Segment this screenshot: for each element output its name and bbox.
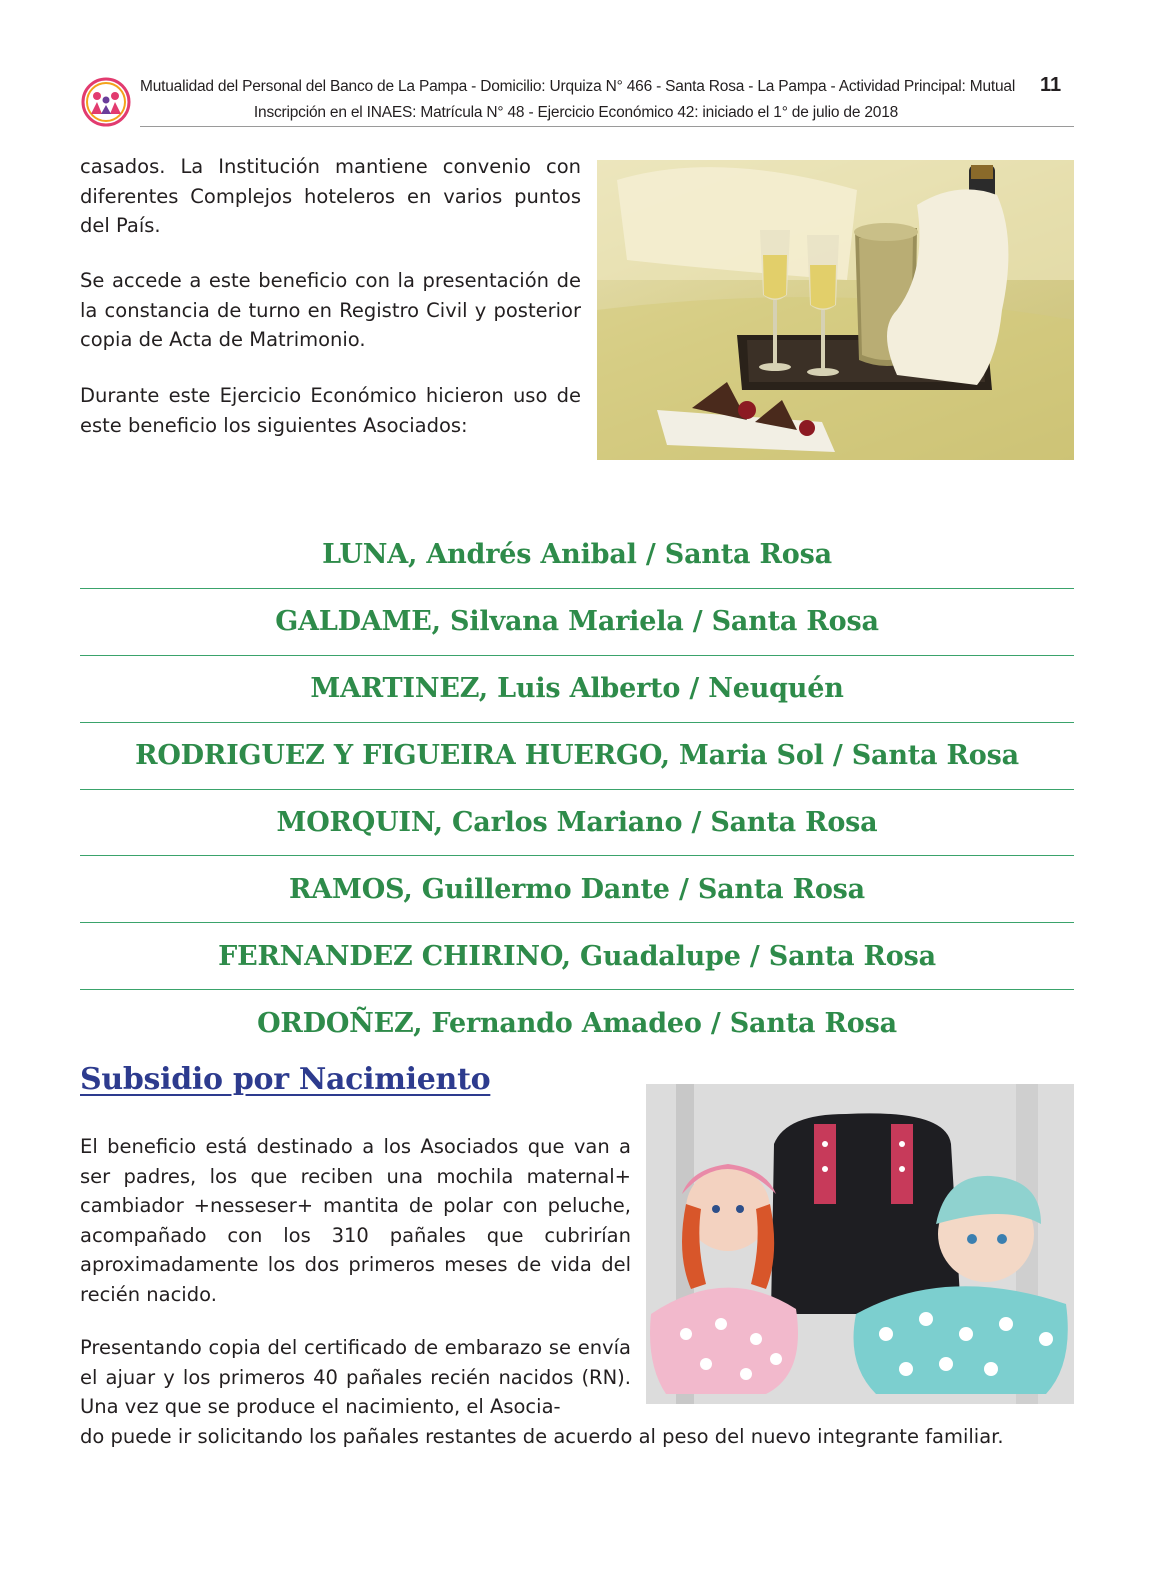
member-row: LUNA, Andrés Anibal / Santa Rosa [80,522,1074,589]
header-line-1: Mutualidad del Personal del Banco de La Pampa - Domicilio: Urquiza N° 466 - Santa Rosa - La Pampa - Actividad Principal: Mutual [140,78,1016,95]
intro-paragraph-3: Durante este Ejercicio Económico hicieron uso de este beneficio los siguientes Asociados: [80,384,581,437]
page-number: 11 [1040,74,1062,96]
member-list [80,522,1074,1056]
birth-subsidy-paragraph-2: Presentando copia del certificado de embarazo se envía el ajuar y los primeros 40 pañales recién nacidos (RN). Una vez que se produce el nacimiento, el Asocia- [80,1336,631,1418]
section-title-birth-subsidy: Subsidio por Nacimiento [80,1062,491,1097]
member-row: GALDAME, Silvana Mariela / Santa Rosa [80,589,1074,656]
baby-gift-photo [646,1084,1074,1404]
header-divider [140,126,1074,127]
member-row: MORQUIN, Carlos Mariano / Santa Rosa [80,790,1074,857]
champagne-photo [597,160,1074,460]
birth-subsidy-paragraph-3: do puede ir solicitando los pañales restantes de acuerdo al peso del nuevo integrante familiar. [80,1425,1004,1448]
member-row: RODRIGUEZ Y FIGUEIRA HUERGO, Maria Sol / Santa Rosa [80,723,1074,790]
birth-subsidy-paragraph-1: El beneficio está destinado a los Asociados que van a ser padres, los que reciben una mochila maternal+ cambiador +nesseser+ mantita de polar con peluche, acompañado con los 310 pañales que cubrirían aproximadamente los dos primeros meses de vida del recién nacido. [80,1135,631,1306]
header-text [140,74,1016,126]
mutual-logo [80,76,132,128]
intro-paragraph-1: casados. La Institución mantiene convenio con diferentes Complejos hoteleros en varios puntos del País. [80,155,581,237]
member-row: RAMOS, Guillermo Dante / Santa Rosa [80,856,1074,923]
intro-paragraph-2: Se accede a este beneficio con la presentación de la constancia de turno en Registro Civil y posterior copia de Acta de Matrimonio. [80,269,581,351]
header-line-2: Inscripción en el INAES: Matrícula N° 48 - Ejercicio Económico 42: iniciado el 1° de julio de 2018 [253,104,899,121]
member-row: ORDOÑEZ, Fernando Amadeo / Santa Rosa [257,1007,897,1039]
member-row: MARTINEZ, Luis Alberto / Neuquén [80,656,1074,723]
member-row: FERNANDEZ CHIRINO, Guadalupe / Santa Rosa [80,923,1074,990]
